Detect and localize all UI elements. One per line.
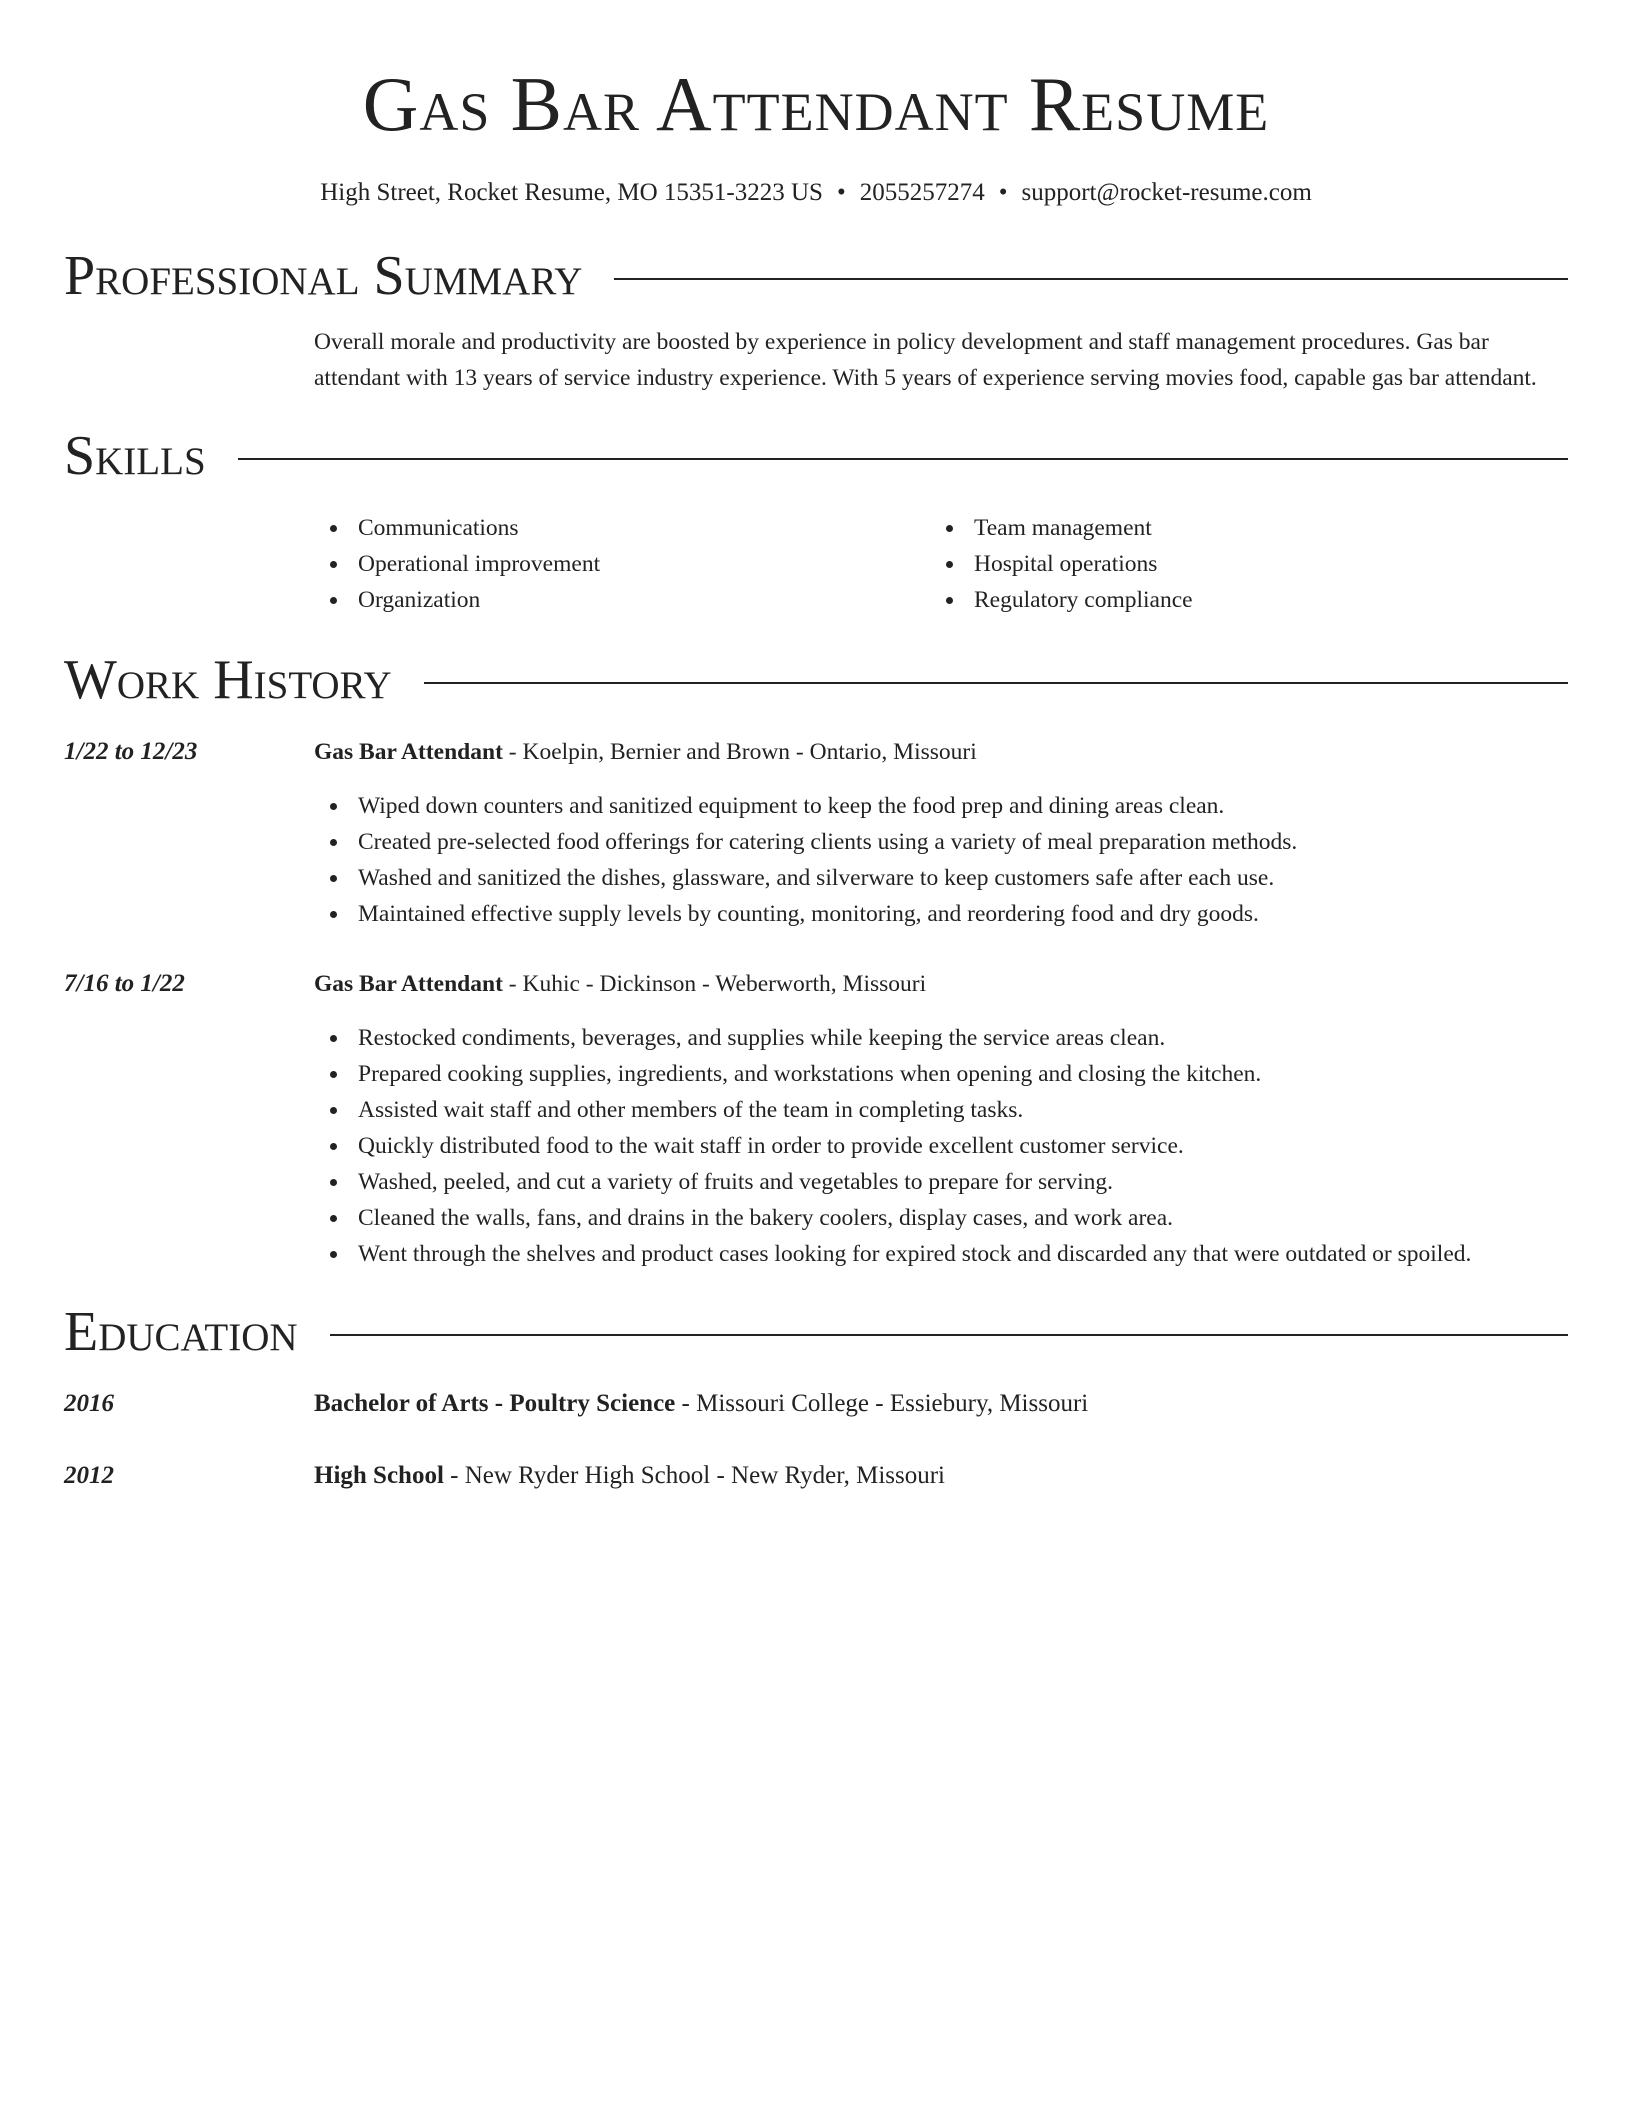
contact-email: support@rocket-resume.com: [1021, 179, 1312, 206]
job-duty: Maintained effective supply levels by counting, monitoring, and reordering food and dry goods.: [314, 896, 1568, 932]
contact-separator: •: [836, 179, 846, 206]
section-header-work: [64, 650, 1568, 710]
job-duties: [314, 788, 1568, 932]
education-degree: Bachelor of Arts - Poultry Science: [314, 1390, 676, 1417]
job-duty: Wiped down counters and sanitized equipment to keep the food prep and dining areas clean.: [314, 788, 1568, 824]
section-header-skills: [64, 426, 1568, 486]
section-header-summary: [64, 246, 1568, 306]
job-duty: Assisted wait staff and other members of the team in completing tasks.: [314, 1092, 1568, 1128]
section-title-skills: Skills: [64, 425, 206, 487]
skills-column-left: [314, 510, 930, 618]
section-title-education: Education: [64, 1301, 298, 1363]
job-employer: - Kuhic - Dickinson - Weberworth, Missouri: [502, 971, 927, 997]
job-dates: 7/16 to 1/22: [64, 970, 185, 997]
job-duty: Created pre-selected food offerings for catering clients using a variety of meal preparation methods.: [314, 824, 1568, 860]
contact-address: High Street, Rocket Resume, MO 15351-3223 US: [320, 179, 823, 206]
job-entry: [64, 966, 1568, 1272]
job-header: [64, 734, 1568, 770]
skill-item: Team management: [930, 510, 1546, 546]
job-duty: Prepared cooking supplies, ingredients, and workstations when opening and closing the kitchen.: [314, 1056, 1568, 1092]
education-school: - New Ryder High School - New Ryder, Missouri: [443, 1462, 946, 1489]
section-header-education: [64, 1302, 1568, 1362]
job-duty: Went through the shelves and product cases looking for expired stock and discarded any that were outdated or spoiled.: [314, 1236, 1568, 1272]
job-duty: Restocked condiments, beverages, and supplies while keeping the service areas clean.: [314, 1020, 1568, 1056]
skill-item: Organization: [314, 582, 930, 618]
skill-item: Operational improvement: [314, 546, 930, 582]
job-duty: Washed, peeled, and cut a variety of fruits and vegetables to prepare for serving.: [314, 1164, 1568, 1200]
education-entry: [64, 1458, 1568, 1494]
job-duty: Washed and sanitized the dishes, glassware, and silverware to keep customers safe after each use.: [314, 860, 1568, 896]
education-year: 2012: [64, 1462, 114, 1489]
contact-separator: •: [998, 179, 1008, 206]
job-title: Gas Bar Attendant: [314, 739, 503, 765]
section-divider: [424, 682, 1568, 684]
job-employer: - Koelpin, Bernier and Brown - Ontario, Missouri: [502, 739, 977, 765]
skills-row: [64, 486, 1568, 618]
skill-item: Hospital operations: [930, 546, 1546, 582]
job-duty: Quickly distributed food to the wait staff in order to provide excellent customer service.: [314, 1128, 1568, 1164]
job-header: [64, 966, 1568, 1002]
education-school: - Missouri College - Essiebury, Missouri: [675, 1390, 1089, 1417]
job-entry: [64, 734, 1568, 932]
skills-list: [314, 510, 1568, 618]
summary-row: [64, 324, 1568, 396]
job-duties: [314, 1020, 1568, 1272]
education-entry: [64, 1386, 1568, 1422]
skill-item: Communications: [314, 510, 930, 546]
job-duty: Cleaned the walls, fans, and drains in the bakery coolers, display cases, and work area.: [314, 1200, 1568, 1236]
job-title: Gas Bar Attendant: [314, 971, 503, 997]
job-dates: 1/22 to 12/23: [64, 738, 198, 765]
education-year: 2016: [64, 1390, 114, 1417]
contact-line: [64, 176, 1568, 210]
section-divider: [614, 278, 1568, 280]
section-divider: [238, 458, 1568, 460]
resume-title: Gas Bar Attendant Resume: [362, 61, 1270, 147]
skills-column-right: [930, 510, 1546, 618]
section-title-summary: Professional Summary: [64, 245, 583, 307]
education-degree: High School: [314, 1462, 444, 1489]
skill-item: Regulatory compliance: [930, 582, 1546, 618]
section-title-work: Work History: [64, 649, 392, 711]
contact-phone: 2055257274: [859, 179, 985, 206]
section-divider: [330, 1334, 1568, 1336]
summary-text: Overall morale and productivity are boosted by experience in policy development and staff management procedures. Gas bar attendant with 13 years of service industry experience. With 5 years of experience serving movies food, capable gas bar attendant.: [314, 329, 1537, 391]
